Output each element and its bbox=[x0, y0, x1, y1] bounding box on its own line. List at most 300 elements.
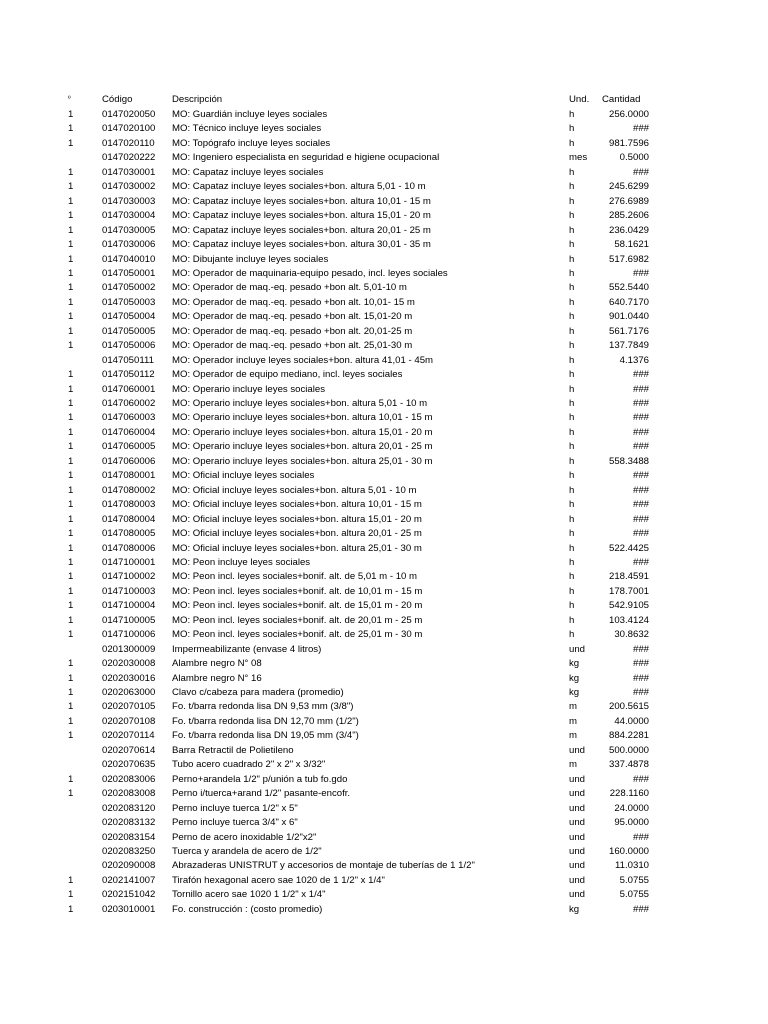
row-description: MO: Operador de maq.-eq. pesado +bon alt. 5,01-10 m bbox=[172, 282, 407, 294]
row-code: 0202151042 bbox=[102, 889, 156, 901]
row-unit: h bbox=[569, 585, 575, 597]
row-unit: h bbox=[569, 123, 575, 135]
row-number: 1 bbox=[68, 470, 74, 482]
row-unit: h bbox=[569, 239, 575, 251]
table-row bbox=[0, 744, 768, 759]
row-code: 0147060001 bbox=[102, 383, 156, 395]
row-unit: h bbox=[569, 383, 575, 395]
row-quantity: ### bbox=[632, 412, 649, 424]
row-number: 1 bbox=[68, 571, 74, 583]
table-row bbox=[0, 729, 768, 744]
row-unit: h bbox=[569, 470, 575, 482]
table-row bbox=[0, 643, 768, 658]
row-number: 1 bbox=[68, 340, 74, 352]
row-quantity: 178.7001 bbox=[608, 585, 649, 597]
row-quantity: 522.4425 bbox=[608, 542, 649, 554]
row-code: 0202083132 bbox=[102, 817, 156, 829]
row-number: 1 bbox=[68, 773, 74, 785]
table-row bbox=[0, 267, 768, 282]
row-unit: m bbox=[569, 759, 577, 771]
row-description: MO: Capataz incluye leyes sociales+bon. altura 30,01 - 35 m bbox=[172, 239, 431, 251]
row-unit: mes bbox=[569, 152, 588, 164]
row-code: 0147080001 bbox=[102, 470, 156, 482]
row-unit: h bbox=[569, 166, 575, 178]
row-quantity: 5.0755 bbox=[619, 874, 649, 886]
row-unit: h bbox=[569, 556, 575, 568]
row-description: Fo. t/barra redonda lisa DN 9,53 mm (3/8") bbox=[172, 701, 354, 713]
row-quantity: 160.0000 bbox=[608, 845, 649, 857]
row-description: Tubo acero cuadrado 2" x 2" x 3/32" bbox=[172, 759, 326, 771]
row-quantity: ### bbox=[632, 528, 649, 540]
table-row bbox=[0, 845, 768, 860]
row-unit: h bbox=[569, 600, 575, 612]
row-unit: und bbox=[569, 744, 586, 756]
table-row bbox=[0, 903, 768, 918]
table-row bbox=[0, 180, 768, 195]
table-row bbox=[0, 498, 768, 513]
table-row bbox=[0, 802, 768, 817]
row-quantity: ### bbox=[632, 369, 649, 381]
row-unit: h bbox=[569, 340, 575, 352]
row-quantity: 901.0440 bbox=[608, 311, 649, 323]
row-number: 1 bbox=[68, 629, 74, 641]
row-code: 0147050006 bbox=[102, 340, 156, 352]
row-code: 0147100003 bbox=[102, 585, 156, 597]
row-description: MO: Ingeniero especialista en seguridad e higiene ocupacional bbox=[172, 152, 440, 164]
row-quantity: 228.1160 bbox=[609, 788, 649, 800]
row-unit: h bbox=[569, 195, 575, 207]
row-number: 1 bbox=[68, 224, 74, 236]
row-description: MO: Operador de maq.-eq. pesado +bon alt. 25,01-30 m bbox=[172, 340, 413, 352]
row-unit: und bbox=[569, 874, 586, 886]
row-quantity: 103.4124 bbox=[608, 614, 649, 626]
row-description: MO: Oficial incluye leyes sociales bbox=[172, 470, 315, 482]
row-code: 0147080004 bbox=[102, 513, 156, 525]
row-number: 1 bbox=[68, 210, 74, 222]
row-description: Fo. t/barra redonda lisa DN 12,70 mm (1/2") bbox=[172, 715, 359, 727]
row-number: 1 bbox=[68, 455, 74, 467]
row-code: 0147100004 bbox=[102, 600, 156, 612]
row-code: 0202070114 bbox=[102, 730, 155, 742]
row-unit: kg bbox=[569, 903, 580, 915]
row-quantity: 4.1376 bbox=[619, 354, 649, 366]
row-number: 1 bbox=[68, 528, 74, 540]
row-description: Alambre negro N° 16 bbox=[172, 672, 262, 684]
row-quantity: ### bbox=[632, 441, 649, 453]
row-unit: kg bbox=[569, 672, 580, 684]
row-code: 0147030001 bbox=[102, 166, 156, 178]
row-number: 1 bbox=[68, 398, 74, 409]
row-quantity: ### bbox=[632, 426, 649, 438]
row-description: MO: Operador de equipo mediano, incl. leyes sociales bbox=[172, 369, 403, 381]
table-row bbox=[0, 700, 768, 715]
row-code: 0147100001 bbox=[102, 556, 156, 568]
row-number: 1 bbox=[68, 614, 74, 626]
table-row bbox=[0, 628, 768, 643]
table-row bbox=[0, 426, 768, 441]
row-description: MO: Operario incluye leyes sociales+bon. altura 5,01 - 10 m bbox=[172, 398, 428, 409]
row-code: 0147060002 bbox=[102, 398, 156, 409]
row-code: 0147060004 bbox=[102, 426, 156, 438]
row-number: 1 bbox=[68, 195, 74, 207]
row-quantity: ### bbox=[632, 903, 649, 915]
table-row bbox=[0, 542, 768, 557]
row-unit: h bbox=[569, 282, 575, 294]
table-row bbox=[0, 224, 768, 239]
row-unit: h bbox=[569, 369, 575, 381]
row-description: Perno+arandela 1/2" p/unión a tub fo.gdo bbox=[172, 773, 348, 785]
row-number: 1 bbox=[68, 383, 74, 395]
row-quantity: ### bbox=[632, 658, 649, 670]
row-description: MO: Operario incluye leyes sociales+bon. altura 25,01 - 30 m bbox=[172, 455, 433, 467]
row-quantity: ### bbox=[632, 166, 649, 178]
row-number: 1 bbox=[68, 658, 74, 670]
row-number: 1 bbox=[68, 325, 74, 337]
row-code: 0202090008 bbox=[102, 860, 156, 872]
table-row bbox=[0, 599, 768, 614]
row-description: MO: Oficial incluye leyes sociales+bon. altura 25,01 - 30 m bbox=[172, 542, 422, 554]
row-number: 1 bbox=[68, 123, 74, 135]
table-row bbox=[0, 166, 768, 181]
row-quantity: ### bbox=[632, 267, 649, 279]
row-description: MO: Capataz incluye leyes sociales+bon. altura 10,01 - 15 m bbox=[172, 195, 431, 207]
row-unit: h bbox=[569, 398, 575, 409]
table-row bbox=[0, 411, 768, 426]
row-description: MO: Capataz incluye leyes sociales+bon. altura 20,01 - 25 m bbox=[172, 224, 431, 236]
row-code: 0147030003 bbox=[102, 195, 156, 207]
row-quantity: 542.9105 bbox=[608, 600, 649, 612]
row-description: Clavo c/cabeza para madera (promedio) bbox=[172, 687, 344, 698]
row-code: 0202030016 bbox=[102, 672, 156, 684]
row-code: 0147020110 bbox=[102, 137, 155, 149]
row-unit: h bbox=[569, 542, 575, 554]
row-code: 0202070105 bbox=[102, 701, 156, 713]
row-code: 0147050111 bbox=[102, 354, 154, 366]
table-row bbox=[0, 108, 768, 123]
table-row bbox=[0, 686, 768, 701]
row-number: 1 bbox=[68, 672, 74, 684]
row-description: MO: Operador de maq.-eq. pesado +bon alt. 20,01-25 m bbox=[172, 325, 413, 337]
row-unit: h bbox=[569, 513, 575, 525]
row-description: MO: Peon incl. leyes sociales+bonif. alt. de 10,01 m - 15 m bbox=[172, 585, 423, 597]
row-unit: m bbox=[569, 715, 577, 727]
row-description: MO: Operario incluye leyes sociales+bon. altura 10,01 - 15 m bbox=[172, 412, 433, 424]
row-code: 0202083006 bbox=[102, 773, 156, 785]
row-code: 0147100002 bbox=[102, 571, 156, 583]
row-code: 0202030008 bbox=[102, 658, 156, 670]
table-row bbox=[0, 816, 768, 831]
row-unit: und bbox=[569, 773, 586, 785]
row-number: 1 bbox=[68, 296, 74, 308]
row-quantity: 276.6989 bbox=[608, 195, 649, 207]
row-quantity: 517.6982 bbox=[608, 253, 649, 265]
row-number: 1 bbox=[68, 109, 74, 120]
row-quantity: 137.7849 bbox=[608, 340, 649, 352]
row-unit: h bbox=[569, 412, 575, 424]
row-number: 1 bbox=[68, 137, 74, 149]
row-code: 0203010001 bbox=[102, 903, 156, 915]
row-description: Perno incluye tuerca 1/2" x 5" bbox=[172, 802, 298, 814]
row-quantity: ### bbox=[632, 687, 649, 698]
table-row bbox=[0, 339, 768, 354]
table-row bbox=[0, 570, 768, 585]
row-number: 1 bbox=[68, 311, 74, 323]
row-quantity: ### bbox=[632, 484, 649, 496]
row-quantity: ### bbox=[632, 513, 649, 525]
row-description: Barra Retractil de Polietileno bbox=[172, 744, 294, 756]
row-unit: h bbox=[569, 528, 575, 540]
table-row bbox=[0, 455, 768, 470]
header-description: Descripción bbox=[172, 94, 223, 105]
table-row bbox=[0, 310, 768, 325]
table-row bbox=[0, 325, 768, 340]
row-code: 0147020100 bbox=[102, 123, 156, 135]
row-unit: h bbox=[569, 484, 575, 496]
row-description: MO: Operador incluye leyes sociales+bon. altura 41,01 - 45m bbox=[172, 354, 434, 366]
table-row bbox=[0, 354, 768, 369]
row-description: MO: Peon incl. leyes sociales+bonif. alt. de 25,01 m - 30 m bbox=[172, 629, 423, 641]
table-row bbox=[0, 527, 768, 542]
row-quantity: 5.0755 bbox=[619, 889, 649, 901]
table-row bbox=[0, 614, 768, 629]
row-number: 1 bbox=[68, 412, 74, 424]
table-row bbox=[0, 556, 768, 571]
row-description: Tuerca y arandela de acero de 1/2" bbox=[172, 845, 322, 857]
row-code: 0202083120 bbox=[102, 802, 156, 814]
row-description: MO: Peon incluye leyes sociales bbox=[172, 556, 311, 568]
row-description: Alambre negro N° 08 bbox=[172, 658, 262, 670]
row-code: 0147030004 bbox=[102, 210, 156, 222]
row-unit: kg bbox=[569, 687, 580, 698]
table-row bbox=[0, 672, 768, 687]
row-number: 1 bbox=[68, 556, 74, 568]
table-row bbox=[0, 859, 768, 874]
row-description: MO: Oficial incluye leyes sociales+bon. altura 10,01 - 15 m bbox=[172, 499, 422, 511]
row-quantity: 552.5440 bbox=[608, 282, 649, 294]
row-number: 1 bbox=[68, 903, 74, 915]
row-unit: und bbox=[569, 643, 586, 655]
row-description: MO: Topógrafo incluye leyes sociales bbox=[172, 137, 331, 149]
row-quantity: ### bbox=[632, 643, 649, 655]
row-description: Perno de acero inoxidable 1/2"x2" bbox=[172, 831, 317, 843]
row-quantity: 884.2281 bbox=[608, 730, 649, 742]
table-row bbox=[0, 787, 768, 802]
row-code: 0147020222 bbox=[102, 152, 156, 164]
row-description: Impermeabilizante (envase 4 litros) bbox=[172, 643, 322, 655]
row-description: MO: Capataz incluye leyes sociales+bon. altura 15,01 - 20 m bbox=[172, 210, 431, 222]
table-row bbox=[0, 440, 768, 455]
row-code: 0147080005 bbox=[102, 528, 156, 540]
row-code: 0147060003 bbox=[102, 412, 156, 424]
row-unit: m bbox=[569, 730, 577, 742]
row-number: 1 bbox=[68, 889, 74, 901]
row-number: 1 bbox=[68, 730, 74, 742]
row-quantity: 218.4591 bbox=[608, 571, 649, 583]
row-description: MO: Oficial incluye leyes sociales+bon. altura 20,01 - 25 m bbox=[172, 528, 422, 540]
row-number: 1 bbox=[68, 441, 74, 453]
row-code: 0147030005 bbox=[102, 224, 156, 236]
row-number: 1 bbox=[68, 701, 74, 713]
row-quantity: ### bbox=[632, 773, 649, 785]
row-code: 0147100005 bbox=[102, 614, 156, 626]
row-quantity: ### bbox=[632, 556, 649, 568]
row-unit: h bbox=[569, 253, 575, 265]
row-code: 0202063000 bbox=[102, 687, 156, 698]
table-row bbox=[0, 368, 768, 383]
row-unit: und bbox=[569, 831, 586, 843]
row-number: 1 bbox=[68, 542, 74, 554]
table-row bbox=[0, 296, 768, 311]
table-row bbox=[0, 469, 768, 484]
row-quantity: 58.1621 bbox=[614, 239, 649, 251]
row-description: MO: Operador de maq.-eq. pesado +bon alt. 10,01- 15 m bbox=[172, 296, 415, 308]
row-number: 1 bbox=[68, 687, 74, 698]
row-unit: h bbox=[569, 499, 575, 511]
row-unit: h bbox=[569, 224, 575, 236]
row-code: 0147050003 bbox=[102, 296, 156, 308]
row-description: MO: Operario incluye leyes sociales+bon. altura 15,01 - 20 m bbox=[172, 426, 433, 438]
row-quantity: ### bbox=[632, 123, 649, 135]
row-quantity: 0.5000 bbox=[619, 152, 649, 164]
row-unit: h bbox=[569, 137, 575, 149]
table-row bbox=[0, 151, 768, 166]
row-quantity: ### bbox=[632, 398, 649, 409]
header-number: º bbox=[68, 96, 71, 103]
header-code: Código bbox=[102, 94, 133, 105]
row-code: 0147030002 bbox=[102, 181, 156, 193]
table-row bbox=[0, 773, 768, 788]
row-quantity: ### bbox=[632, 499, 649, 511]
row-code: 0147030006 bbox=[102, 239, 156, 251]
row-unit: m bbox=[569, 701, 577, 713]
row-number: 1 bbox=[68, 499, 74, 511]
row-unit: kg bbox=[569, 658, 580, 670]
row-number: 1 bbox=[68, 484, 74, 496]
row-code: 0147080006 bbox=[102, 542, 156, 554]
row-quantity: 44.0000 bbox=[614, 715, 649, 727]
row-code: 0147020050 bbox=[102, 109, 156, 120]
row-unit: und bbox=[569, 889, 586, 901]
row-description: MO: Oficial incluye leyes sociales+bon. altura 15,01 - 20 m bbox=[172, 513, 422, 525]
row-number: 1 bbox=[68, 239, 74, 251]
table-row bbox=[0, 209, 768, 224]
row-code: 0202070108 bbox=[102, 715, 156, 727]
table-row bbox=[0, 484, 768, 499]
header-unit: Und. bbox=[569, 94, 590, 105]
row-quantity: 558.3488 bbox=[608, 455, 649, 467]
row-code: 0202083008 bbox=[102, 788, 156, 800]
row-number: 1 bbox=[68, 874, 74, 886]
row-code: 0202083154 bbox=[102, 831, 156, 843]
row-code: 0147050001 bbox=[102, 267, 156, 279]
table-row bbox=[0, 397, 768, 412]
row-number: 1 bbox=[68, 426, 74, 438]
row-unit: h bbox=[569, 614, 575, 626]
row-description: MO: Peon incl. leyes sociales+bonif. alt. de 5,01 m - 10 m bbox=[172, 571, 418, 583]
row-unit: h bbox=[569, 109, 575, 120]
table-row bbox=[0, 758, 768, 773]
table-row bbox=[0, 888, 768, 903]
row-quantity: 30.8632 bbox=[614, 629, 649, 641]
row-unit: und bbox=[569, 817, 586, 829]
row-number: 1 bbox=[68, 282, 74, 294]
row-quantity: 256.0000 bbox=[608, 109, 649, 120]
row-description: MO: Capataz incluye leyes sociales bbox=[172, 166, 324, 178]
row-description: MO: Guardián incluye leyes sociales bbox=[172, 109, 328, 120]
row-quantity: ### bbox=[632, 470, 649, 482]
row-description: Tornillo acero sae 1020 1 1/2" x 1/4" bbox=[172, 889, 326, 901]
row-unit: h bbox=[569, 426, 575, 438]
row-number: 1 bbox=[68, 715, 74, 727]
row-quantity: 981.7596 bbox=[608, 137, 649, 149]
row-number: 1 bbox=[68, 788, 74, 800]
row-unit: h bbox=[569, 210, 575, 222]
row-code: 0202083250 bbox=[102, 845, 156, 857]
row-number: 1 bbox=[68, 267, 74, 279]
row-quantity: 245.6299 bbox=[608, 181, 649, 193]
row-quantity: ### bbox=[632, 383, 649, 395]
row-number: 1 bbox=[68, 513, 74, 525]
row-number: 1 bbox=[68, 585, 74, 597]
row-code: 0201300009 bbox=[102, 643, 156, 655]
row-code: 0147060006 bbox=[102, 455, 156, 467]
row-quantity: 640.7170 bbox=[608, 296, 649, 308]
table-row bbox=[0, 281, 768, 296]
row-code: 0147050112 bbox=[102, 369, 155, 381]
row-code: 0147050002 bbox=[102, 282, 156, 294]
row-code: 0147060005 bbox=[102, 441, 156, 453]
row-description: MO: Peon incl. leyes sociales+bonif. alt. de 15,01 m - 20 m bbox=[172, 600, 423, 612]
row-unit: h bbox=[569, 571, 575, 583]
row-unit: und bbox=[569, 845, 586, 857]
row-code: 0202141007 bbox=[102, 874, 156, 886]
table-row bbox=[0, 585, 768, 600]
table-row bbox=[0, 383, 768, 398]
row-description: MO: Peon incl. leyes sociales+bonif. alt. de 20,01 m - 25 m bbox=[172, 614, 423, 626]
row-description: Tirafón hexagonal acero sae 1020 de 1 1/2" x 1/4" bbox=[172, 874, 385, 886]
row-quantity: 285.2606 bbox=[608, 210, 649, 222]
row-quantity: 11.0310 bbox=[615, 860, 649, 872]
row-code: 0202070635 bbox=[102, 759, 156, 771]
row-number: 1 bbox=[68, 181, 74, 193]
row-description: Fo. construcción : (costo promedio) bbox=[172, 903, 323, 915]
table-row bbox=[0, 513, 768, 528]
row-unit: und bbox=[569, 860, 586, 872]
row-number: 1 bbox=[68, 369, 74, 381]
row-description: MO: Operador de maq.-eq. pesado +bon alt. 15,01-20 m bbox=[172, 311, 413, 323]
row-number: 1 bbox=[68, 253, 74, 265]
row-description: Fo. t/barra redonda lisa DN 19,05 mm (3/4") bbox=[172, 730, 359, 742]
row-unit: h bbox=[569, 296, 575, 308]
row-unit: und bbox=[569, 802, 586, 814]
row-code: 0147040010 bbox=[102, 253, 156, 265]
row-quantity: 337.4878 bbox=[608, 759, 649, 771]
row-unit: h bbox=[569, 267, 575, 279]
table-row bbox=[0, 195, 768, 210]
row-quantity: ### bbox=[632, 672, 649, 684]
row-code: 0202070614 bbox=[102, 744, 156, 756]
row-code: 0147050005 bbox=[102, 325, 156, 337]
row-unit: h bbox=[569, 354, 575, 366]
row-code: 0147080003 bbox=[102, 499, 156, 511]
table-header bbox=[0, 93, 768, 108]
row-unit: h bbox=[569, 455, 575, 467]
row-quantity: ### bbox=[632, 831, 649, 843]
row-code: 0147080002 bbox=[102, 484, 156, 496]
row-description: MO: Operador de maquinaria-equipo pesado, incl. leyes sociales bbox=[172, 267, 448, 279]
row-unit: h bbox=[569, 311, 575, 323]
table-row bbox=[0, 874, 768, 889]
